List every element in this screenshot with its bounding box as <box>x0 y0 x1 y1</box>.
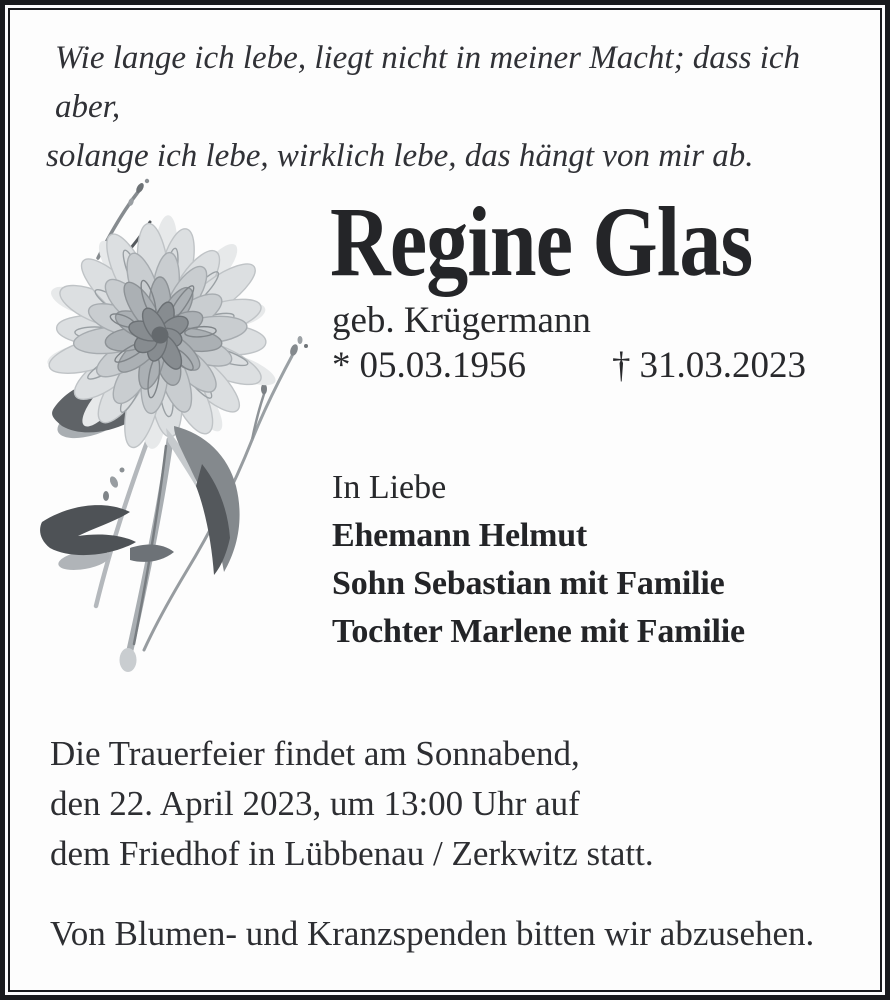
mourners-block <box>332 464 745 656</box>
mourner-daughter: Tochter Marlene mit Familie <box>332 613 745 650</box>
memorial-quote-line2: solange ich lebe, wirklich lebe, das hängt von mir ab. <box>46 138 754 174</box>
birth-star-symbol: * <box>332 345 351 386</box>
flower-leaves-right <box>166 426 240 575</box>
death-date-group <box>612 344 806 388</box>
death-date: 31.03.2023 <box>639 345 806 386</box>
birth-date: 05.03.1956 <box>359 345 526 386</box>
funeral-line1: Die Trauerfeier findet am Sonnabend, <box>50 734 580 773</box>
life-dates <box>332 344 806 388</box>
death-cross-symbol: † <box>612 345 631 386</box>
mourner-son: Sohn Sebastian mit Familie <box>332 565 725 602</box>
chrysanthemum-flower-illustration <box>14 158 336 682</box>
deceased-name: Regine Glas <box>330 186 753 297</box>
mourner-husband: Ehemann Helmut <box>332 517 588 554</box>
funeral-details <box>50 729 654 879</box>
birth-date-group <box>332 344 526 388</box>
memorial-quote-line1: Wie lange ich lebe, liegt nicht in meiner Macht; dass ich aber, <box>55 40 801 125</box>
funeral-line2: den 22. April 2023, um 13:00 Uhr auf <box>50 784 580 823</box>
funeral-line3: dem Friedhof in Lübbenau / Zerkwitz statt. <box>50 834 654 873</box>
mourners-intro: In Liebe <box>332 469 447 506</box>
maiden-name: geb. Krügermann <box>332 300 591 341</box>
donation-note: Von Blumen- und Kranzspenden bitten wir abzusehen. <box>50 914 815 953</box>
